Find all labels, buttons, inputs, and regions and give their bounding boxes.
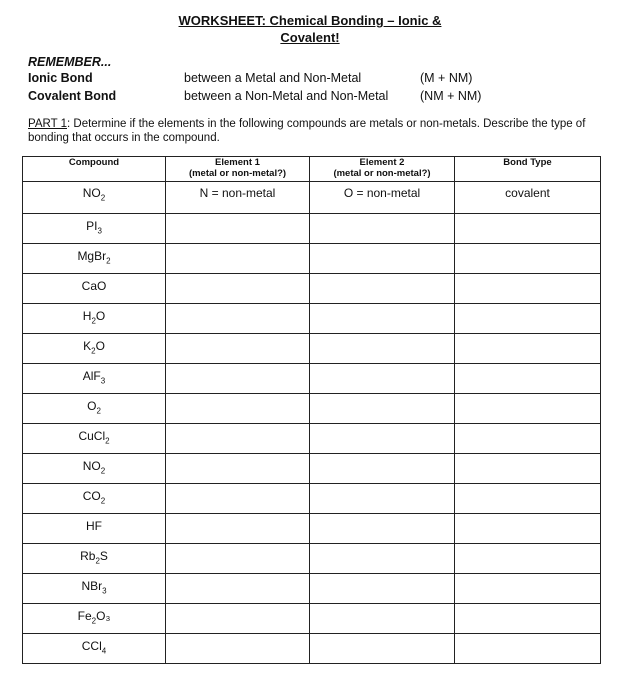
header-compound: Compound [23, 157, 166, 182]
worksheet-title [150, 12, 470, 46]
element-2-cell[interactable] [310, 514, 455, 544]
definition-term: Covalent Bond [28, 89, 117, 103]
element-1-cell[interactable] [166, 394, 310, 424]
bond-type-cell[interactable] [455, 514, 601, 544]
definition-abbr: (M + NM) [420, 71, 473, 85]
bond-type-cell[interactable] [455, 364, 601, 394]
element-2-cell[interactable] [310, 244, 455, 274]
element-2-cell[interactable] [310, 574, 455, 604]
remember-heading: REMEMBER... [28, 55, 112, 69]
title-line-2: Covalent! [280, 30, 340, 45]
element-2-cell[interactable] [310, 364, 455, 394]
element-1-cell[interactable] [166, 544, 310, 574]
bond-type-cell[interactable] [455, 244, 601, 274]
bond-type-cell[interactable] [455, 334, 601, 364]
element-1-cell[interactable] [166, 604, 310, 634]
header-bond-type: Bond Type [455, 157, 601, 182]
bond-type-cell[interactable] [455, 574, 601, 604]
compound-cell: NBr$_3$ [23, 574, 166, 604]
definition-desc: between a Non-Metal and Non-Metal [184, 89, 389, 103]
bond-type-cell[interactable] [455, 634, 601, 664]
element-2-cell[interactable] [310, 304, 455, 334]
element-1-cell[interactable] [166, 334, 310, 364]
definition-abbr: (NM + NM) [420, 89, 482, 103]
element-1-cell[interactable] [166, 514, 310, 544]
element-2-cell[interactable]: O = non-metal [310, 182, 455, 214]
header-element-1: Element 1 (metal or non-metal?) [166, 157, 310, 182]
table-row [23, 274, 601, 304]
part1-text: : Determine if the elements in the following compounds are metals or non-metals. Describe the type of bonding that occurs in the compound. [28, 118, 586, 144]
element-2-cell[interactable] [310, 604, 455, 634]
element-2-cell[interactable] [310, 394, 455, 424]
element-2-cell[interactable] [310, 544, 455, 574]
element-1-cell[interactable] [166, 304, 310, 334]
element-1-cell[interactable]: N = non-metal [166, 182, 310, 214]
compound-cell: $CO_2$ [23, 484, 166, 514]
bond-type-cell[interactable] [455, 304, 601, 334]
compound-cell: CaO [23, 274, 166, 304]
table-header-row [23, 157, 601, 182]
bond-type-cell[interactable] [455, 214, 601, 244]
table-row [23, 182, 601, 214]
part1-instructions [28, 117, 588, 145]
table-row [23, 304, 601, 334]
bond-type-cell[interactable] [455, 394, 601, 424]
bond-type-cell[interactable] [455, 454, 601, 484]
table-row [23, 244, 601, 274]
compound-cell: MgBr$_2$ [23, 244, 166, 274]
compound-table [22, 156, 601, 664]
table-row [23, 424, 601, 454]
element-2-cell[interactable] [310, 214, 455, 244]
compound-cell: $Fe_2O_3$ [23, 604, 166, 634]
table-row [23, 634, 601, 664]
table-row [23, 604, 601, 634]
compound-cell: AlF$_3$ [23, 364, 166, 394]
compound-cell: $NO_2$ [23, 454, 166, 484]
table-row [23, 364, 601, 394]
table-row [23, 574, 601, 604]
compound-cell: CCl$_4$ [23, 634, 166, 664]
compound-cell: $K_2O$ [23, 334, 166, 364]
title-line-1: WORKSHEET: Chemical Bonding – Ionic & [178, 13, 442, 28]
compound-cell: $NO_2$ [23, 182, 166, 214]
element-1-cell[interactable] [166, 244, 310, 274]
element-2-cell[interactable] [310, 424, 455, 454]
element-2-cell[interactable] [310, 484, 455, 514]
element-1-cell[interactable] [166, 484, 310, 514]
bond-type-cell[interactable] [455, 424, 601, 454]
element-1-cell[interactable] [166, 634, 310, 664]
compound-cell: HF [23, 514, 166, 544]
compound-cell: $H_2O$ [23, 304, 166, 334]
compound-cell: CuCl$_2$ [23, 424, 166, 454]
element-2-cell[interactable] [310, 454, 455, 484]
element-1-cell[interactable] [166, 274, 310, 304]
part1-label: PART 1 [28, 118, 67, 130]
table-row [23, 484, 601, 514]
element-2-cell[interactable] [310, 274, 455, 304]
table-row [23, 454, 601, 484]
table-row [23, 544, 601, 574]
element-1-cell[interactable] [166, 574, 310, 604]
bond-type-cell[interactable] [455, 544, 601, 574]
element-1-cell[interactable] [166, 454, 310, 484]
table-row [23, 334, 601, 364]
bond-type-cell[interactable] [455, 274, 601, 304]
table-row [23, 514, 601, 544]
element-1-cell[interactable] [166, 214, 310, 244]
element-2-cell[interactable] [310, 634, 455, 664]
element-1-cell[interactable] [166, 424, 310, 454]
definition-term: Ionic Bond [28, 71, 93, 85]
bond-type-cell[interactable]: covalent [455, 182, 601, 214]
element-1-cell[interactable] [166, 364, 310, 394]
bond-type-cell[interactable] [455, 484, 601, 514]
bond-type-cell[interactable] [455, 604, 601, 634]
compound-cell: $Rb_2S$ [23, 544, 166, 574]
compound-cell: $PI_3$ [23, 214, 166, 244]
table-row [23, 394, 601, 424]
table-row [23, 214, 601, 244]
compound-cell: $O_2$ [23, 394, 166, 424]
element-2-cell[interactable] [310, 334, 455, 364]
header-element-2: Element 2 (metal or non-metal?) [310, 157, 455, 182]
definition-desc: between a Metal and Non-Metal [184, 71, 362, 85]
